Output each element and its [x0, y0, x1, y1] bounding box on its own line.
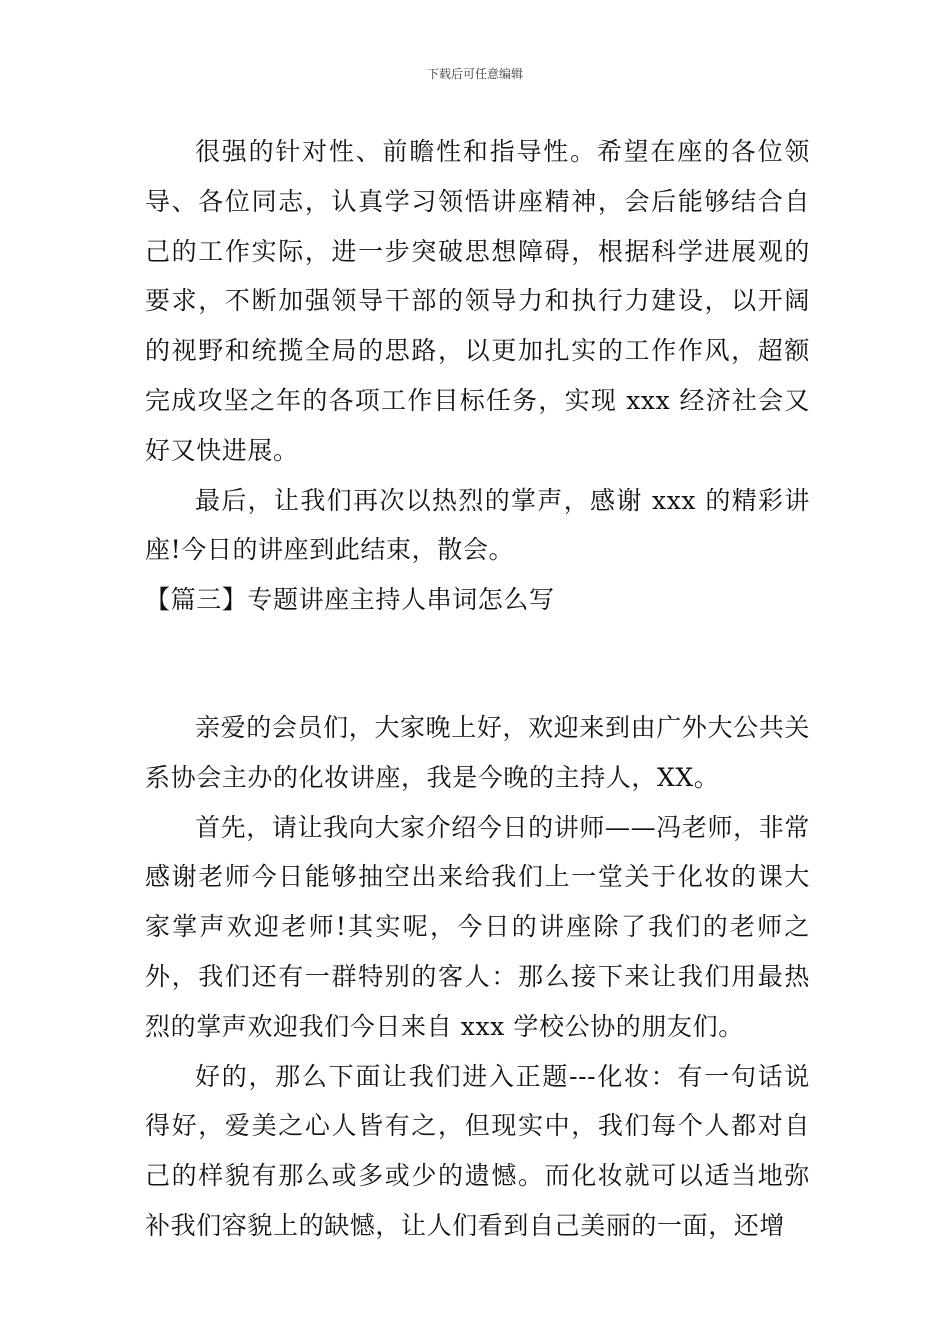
paragraph-introduce-lecturer: 首先，请让我向大家介绍今日的讲师——冯老师，非常感谢老师今日能够抽空出来给我们上一堂关于化妆的课大家掌声欢迎老师!其实呢，今日的讲座除了我们的老师之外，我们还有一群特别的客人：那么接下来让我们用最热烈的掌声欢迎我们今日来自 xxx 学校公协的朋友们。	[145, 812, 810, 1041]
section-heading: 【篇三】专题讲座主持人串词怎么写	[145, 585, 555, 615]
paragraph-makeup-topic: 好的，那么下面让我们进入正题---化妆：有一句话说得好，爱美之心人皆有之，但现实中，我们每个人都对自己的样貌有那么或多或少的遗憾。而化妆就可以适当地弥补我们容貌上的缺憾，让人们看到自己美丽的一面，还增	[145, 1061, 810, 1240]
paragraph-final-thanks: 最后，让我们再次以热烈的掌声，感谢 xxx 的精彩讲座!今日的讲座到此结束，散会。	[145, 485, 810, 565]
section-spacer	[145, 625, 810, 703]
paragraph-welcome: 亲爱的会员们，大家晚上好，欢迎来到由广外大公共关系协会主办的化妆讲座，我是今晚的主持人，XX。	[145, 712, 810, 792]
page-header: 下载后可任意编辑	[426, 67, 523, 81]
document-body	[145, 127, 810, 1251]
paragraph-closing-remarks: 很强的针对性、前瞻性和指导性。希望在座的各位领导、各位同志，认真学习领悟讲座精神，会后能够结合自己的工作实际，进一步突破思想障碍，根据科学进展观的要求，不断加强领导干部的领导力和执行力建设，以开阔的视野和统揽全局的思路，以更加扎实的工作作风，超额完成攻坚之年的各项工作目标任务，实现 xxx 经济社会又好又快进展。	[145, 137, 810, 465]
